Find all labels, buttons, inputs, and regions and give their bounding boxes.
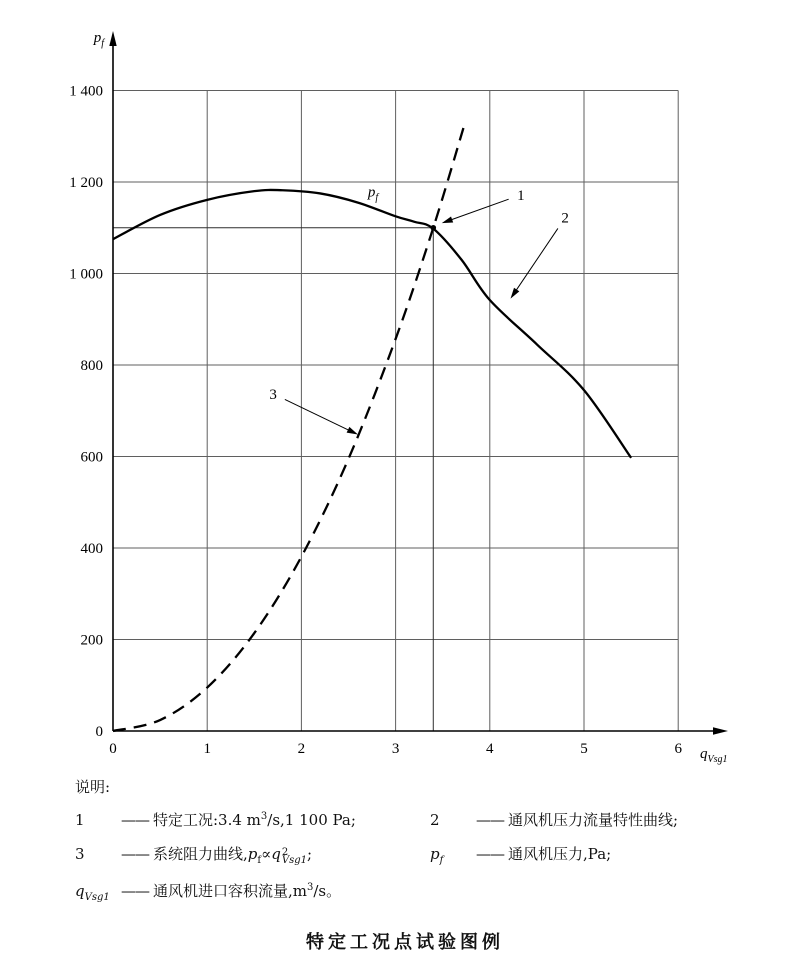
operating-point-dot xyxy=(430,225,436,231)
legend-symbol: 1 xyxy=(75,811,85,829)
legend-symbol: 2 xyxy=(430,811,440,829)
callout-leader-line xyxy=(516,228,558,291)
x-tick-label: 1 xyxy=(203,741,211,757)
legend-item-1 xyxy=(75,811,430,830)
y-tick-label: 1 000 xyxy=(69,266,103,283)
curve-label xyxy=(367,185,380,204)
y-tick-label: 600 xyxy=(80,449,103,466)
fan-characteristic-curve xyxy=(113,187,631,458)
legend-item-3 xyxy=(75,845,430,868)
system-resistance-curve xyxy=(113,128,463,731)
x-tick-label: 6 xyxy=(674,741,682,757)
callout-leader-line xyxy=(450,199,508,220)
fan-pressure-curve-label: $p_f$ xyxy=(367,184,379,204)
legend-text: 通风机压力,Pa; xyxy=(508,844,612,863)
legend-dash: —— xyxy=(121,844,149,863)
legend-item-2 xyxy=(430,811,678,830)
legend-item-qvsg1 xyxy=(75,882,755,905)
legend-text: 特定工况:3.4 $m^3/s,1$ 100 Pa; xyxy=(153,811,356,829)
legend-row-2 xyxy=(75,845,755,868)
figure-title: 特定工况点试验图例 xyxy=(306,932,504,953)
tick-labels xyxy=(69,84,682,758)
axes xyxy=(109,31,728,735)
legend-text: 通风机压力流量特性曲线; xyxy=(508,811,679,829)
legend-text: 系统阻力曲线$,p_f\propto q$ 2 Vsg1 ; xyxy=(153,844,313,867)
callout-arrowhead-icon xyxy=(347,427,358,435)
y-tick-label: 400 xyxy=(80,541,103,557)
callout-2 xyxy=(511,211,569,299)
legend-symbol: 3 xyxy=(75,844,85,863)
legend-dash: —— xyxy=(476,844,504,863)
x-tick-label: 2 xyxy=(297,741,306,757)
callout-arrowhead-icon xyxy=(511,288,520,299)
callout-number: 3 xyxy=(269,386,277,403)
x-tick-label: 5 xyxy=(580,741,588,757)
legend-dash: —— xyxy=(476,811,504,829)
legend-symbol: $q_{Vsg1}$ xyxy=(75,882,110,904)
y-tick-label: 0 xyxy=(95,724,103,740)
y-axis-arrow xyxy=(109,31,116,46)
legend-item-pf xyxy=(430,845,611,868)
callout-arrowhead-icon xyxy=(442,216,453,223)
x-axis-arrow xyxy=(713,727,728,734)
y-axis-label: $p_f$ xyxy=(93,30,104,49)
legend-text: 通风机进口容积流量$,m^3/s$。 xyxy=(153,882,342,901)
x-tick-label: 3 xyxy=(391,741,400,757)
y-tick-label: 200 xyxy=(80,632,103,649)
callout-number: 1 xyxy=(517,187,525,204)
x-tick-label: 0 xyxy=(109,741,117,757)
legend-dash: —— xyxy=(121,882,149,901)
y-tick-label: 1 400 xyxy=(69,83,103,100)
y-tick-label: 1 200 xyxy=(69,175,103,191)
y-tick-label: 800 xyxy=(80,358,103,374)
callout-leader-line xyxy=(285,399,350,430)
callout-number: 2 xyxy=(561,210,569,227)
x-tick-label: 4 xyxy=(486,741,494,757)
callout-3 xyxy=(269,387,358,435)
callout-1 xyxy=(442,188,525,223)
legend-row-3 xyxy=(75,882,755,905)
legend-dash: —— xyxy=(121,811,149,829)
axis-labels xyxy=(93,30,728,765)
legend xyxy=(75,776,755,920)
stacked-supsub: 2 Vsg1 xyxy=(281,846,307,867)
grid xyxy=(113,91,678,732)
legend-symbol: $p_f$ xyxy=(430,844,444,866)
legend-row-1 xyxy=(75,811,755,830)
curves xyxy=(113,128,631,731)
operating-point-marker xyxy=(113,228,433,731)
x-axis-label: $q_{Vsg1}$ xyxy=(700,746,728,765)
legend-heading: 说明: xyxy=(75,778,111,796)
